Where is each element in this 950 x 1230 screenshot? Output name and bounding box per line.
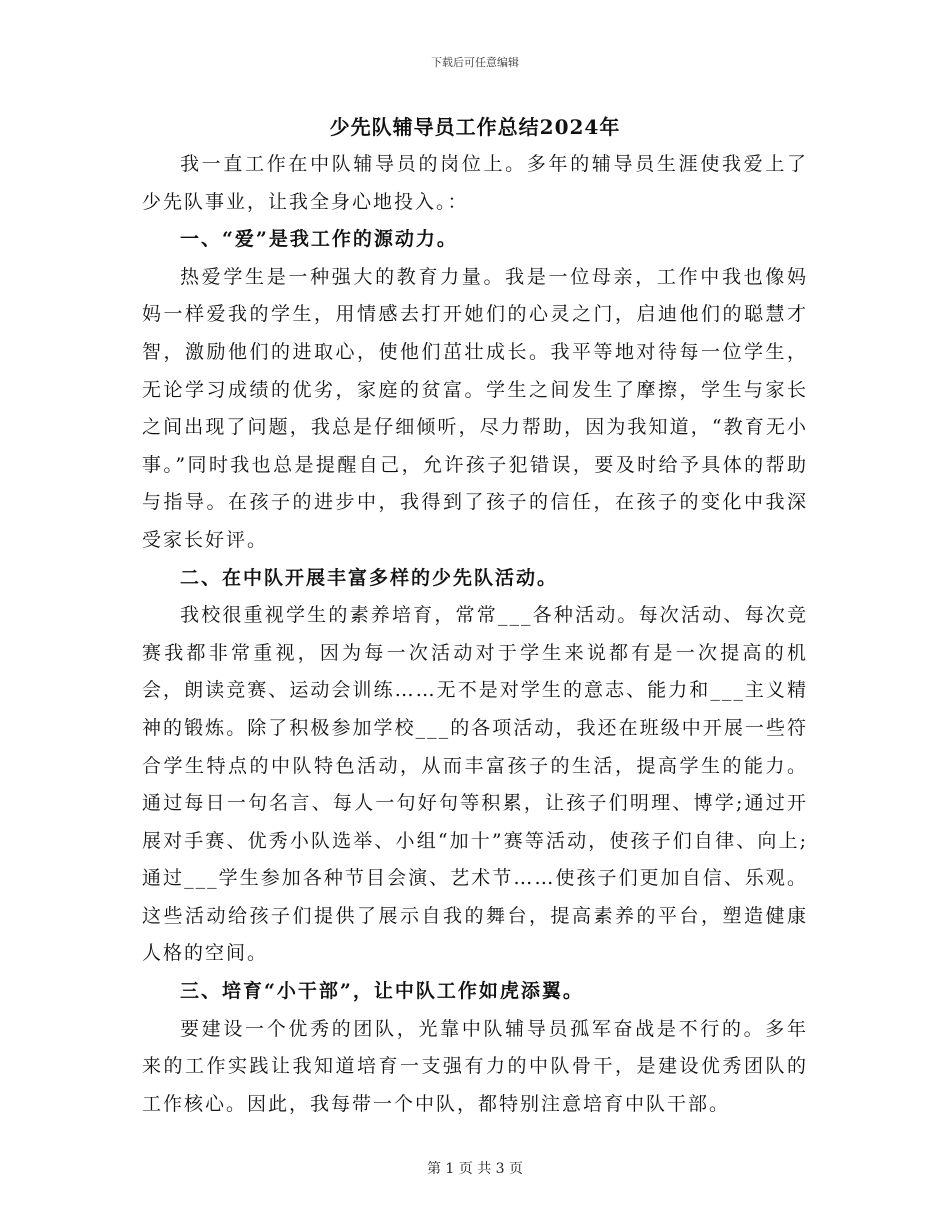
page-indicator: 第 1 页 共 3 页 <box>426 1161 524 1177</box>
intro-paragraph: 我一直工作在中队辅导员的岗位上。多年的辅导员生涯使我爱上了少先队事业，让我全身心地投入。： <box>142 153 808 213</box>
document-title: 少先队辅导员工作总结2024年 <box>329 115 621 139</box>
document-body <box>142 108 808 1123</box>
section-heading-1: 一、“爱”是我工作的源动力。 <box>180 228 458 251</box>
section-heading-3: 三、培育“小干部”，让中队工作如虎添翼。 <box>180 980 584 1003</box>
section-heading-2: 二、在中队开展丰富多样的少先队活动。 <box>180 566 559 589</box>
section-paragraph-3: 要建设一个优秀的团队，光靠中队辅导员孤军奋战是不行的。多年来的工作实践让我知道培育一支强有力的中队骨干，是建设优秀团队的工作核心。因此，我每带一个中队，都特别注意培育中队干部。 <box>142 1017 808 1115</box>
header-note: 下载后可任意编辑 <box>431 56 519 69</box>
section-paragraph-2: 我校很重视学生的素养培育，常常___各种活动。每次活动、每次竞赛我都非常重视，因为每一次活动对于学生来说都有是一次提高的机会，朗读竞赛、运动会训练……无不是对学生的意志、能力和___主义精神的锻炼。除了积极参加学校___的各项活动，我还在班级中开展一些符合学生特点的中队特色活动，从而丰富孩子的生活，提高学生的能力。通过每日一句名言、每人一句好句等积累，让孩子们明理、博学;通过开展对手赛、优秀小队选举、小组“加十”赛等活动，使孩子们自律、向上;通过___学生参加各种节目会演、艺术节……使孩子们更加自信、乐观。这些活动给孩子们提供了展示自我的舞台，提高素养的平台，塑造健康人格的空间。 <box>142 604 808 965</box>
section-paragraph-1: 热爱学生是一种强大的教育力量。我是一位母亲，工作中我也像妈妈一样爱我的学生，用情感去打开她们的心灵之门，启迪他们的聪慧才智，激励他们的进取心，使他们茁壮成长。我平等地对待每一位学生，无论学习成绩的优劣，家庭的贫富。学生之间发生了摩擦，学生与家长之间出现了问题，我总是仔细倾听，尽力帮助，因为我知道，“教育无小事。”同时我也总是提醒自己，允许孩子犯错误，要及时给予具体的帮助与指导。在孩子的进步中，我得到了孩子的信任，在孩子的变化中我深受家长好评。 <box>142 265 808 551</box>
